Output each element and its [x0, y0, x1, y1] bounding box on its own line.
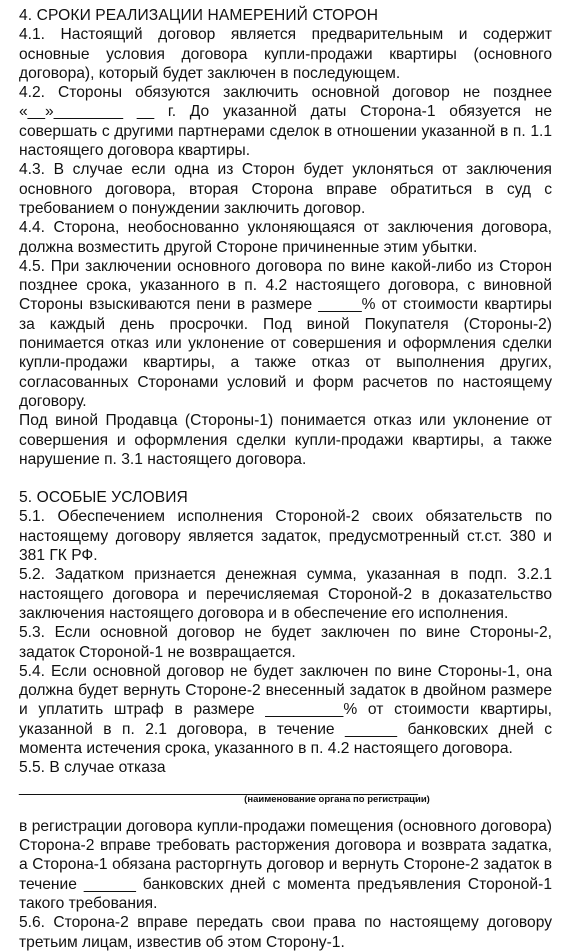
clause-5-4: 5.4. Если основной договор не будет заключен по вине Стороны-1, она должна будет вернуть Стороне-2 внесенный задаток в двойном размере и уплатить штраф в размере _________% от стоимости квартиры, указанной в п. 2.1 договора, в течение ______ банковских дней с момента истечения срока, указанного в п. 4.2 настоящего договора.: [19, 662, 552, 757]
section-4-title: 4. СРОКИ РЕАЛИЗАЦИИ НАМЕРЕНИЙ СТОРОН: [19, 7, 379, 24]
clause-4-4: 4.4. Сторона, необоснованно уклоняющаяся от заключения договора, должна возместить другой Стороне причиненные этим убытки.: [19, 219, 552, 256]
clause-5-6: 5.6. Сторона-2 вправе передать свои права по настоящему договору третьим лицам, известив об этом Сторону-1.: [19, 914, 552, 951]
section-gap: [19, 469, 552, 488]
clause-4-2: 4.2. Стороны обязуются заключить основной договор не позднее «__»________ __ г. До указанной даты Сторона-1 обязуется не совершать с другими партнерами сделок в отношении указанной в п. 1.1 настоящего договора квартиры.: [19, 84, 552, 160]
document-page: [19, 6, 552, 952]
clause-5-3: 5.3. Если основной договор не будет заключен по вине Стороны-2, задаток Стороной-1 не возвращается.: [19, 624, 552, 661]
caption-row: [19, 793, 552, 810]
clause-5-5-continued: в регистрации договора купли-продажи помещения (основного договора) Сторона-2 вправе требовать расторжения договора и возврата задатка, а Сторона-1 обязана расторгнуть договор и вернуть Стороне-2 задаток в течение ______ банковских дней с момента предъявления Стороной-1 такого требования.: [19, 817, 552, 913]
clause-5-2: 5.2. Задатком признается денежная сумма, указанная в подп. 3.2.1 настоящего договора и перечисляемая Стороной-2 в доказательство заключения настоящего договора и в обеспечение его исполнения.: [19, 566, 552, 622]
caption-gap: [19, 810, 552, 817]
clause-5-5: 5.5. В случае отказа ______________________________________________: [19, 759, 418, 796]
section-5-title: 5. ОСОБЫЕ УСЛОВИЯ: [19, 489, 188, 507]
registration-authority-caption: (наименование органа по регистрации): [244, 793, 430, 805]
clause-4-1: 4.1. Настоящий договор является предварительным и содержит основные условия договора купли-продажи квартиры (основного договора), который будет заключен в последующем.: [19, 26, 552, 82]
clause-5-1: 5.1. Обеспечением исполнения Стороной-2 своих обязательств по настоящему договору является задаток, предусмотренный ст.ст. 380 и 381 ГК РФ.: [19, 508, 552, 565]
clause-4-5: 4.5. При заключении основного договора по вине какой-либо из Сторон позднее срока, указанного в п. 4.2 настоящего договора, с виновной Стороны взыскиваются пени в размере _____% от стоимости квартиры за каждый день просрочки. Под виной Покупателя (Стороны-2) понимается отказ или уклонение от совершения и оформления сделки купли-продажи квартиры, а также отказ от выполнения других, согласованных Сторонами условий и форм расчетов по настоящему договору.: [19, 257, 552, 410]
clause-4-3: 4.3. В случае если одна из Сторон будет уклоняться от заключения основного договора, вторая Сторона вправе обратиться в суд с требованием о понуждении заключить договор.: [19, 161, 552, 217]
clause-4-5-seller-fault: Под виной Продавца (Стороны-1) понимается отказ или уклонение от совершения и оформления сделки купли-продажи квартиры, а также нарушение п. 3.1 настоящего договора.: [19, 412, 552, 468]
